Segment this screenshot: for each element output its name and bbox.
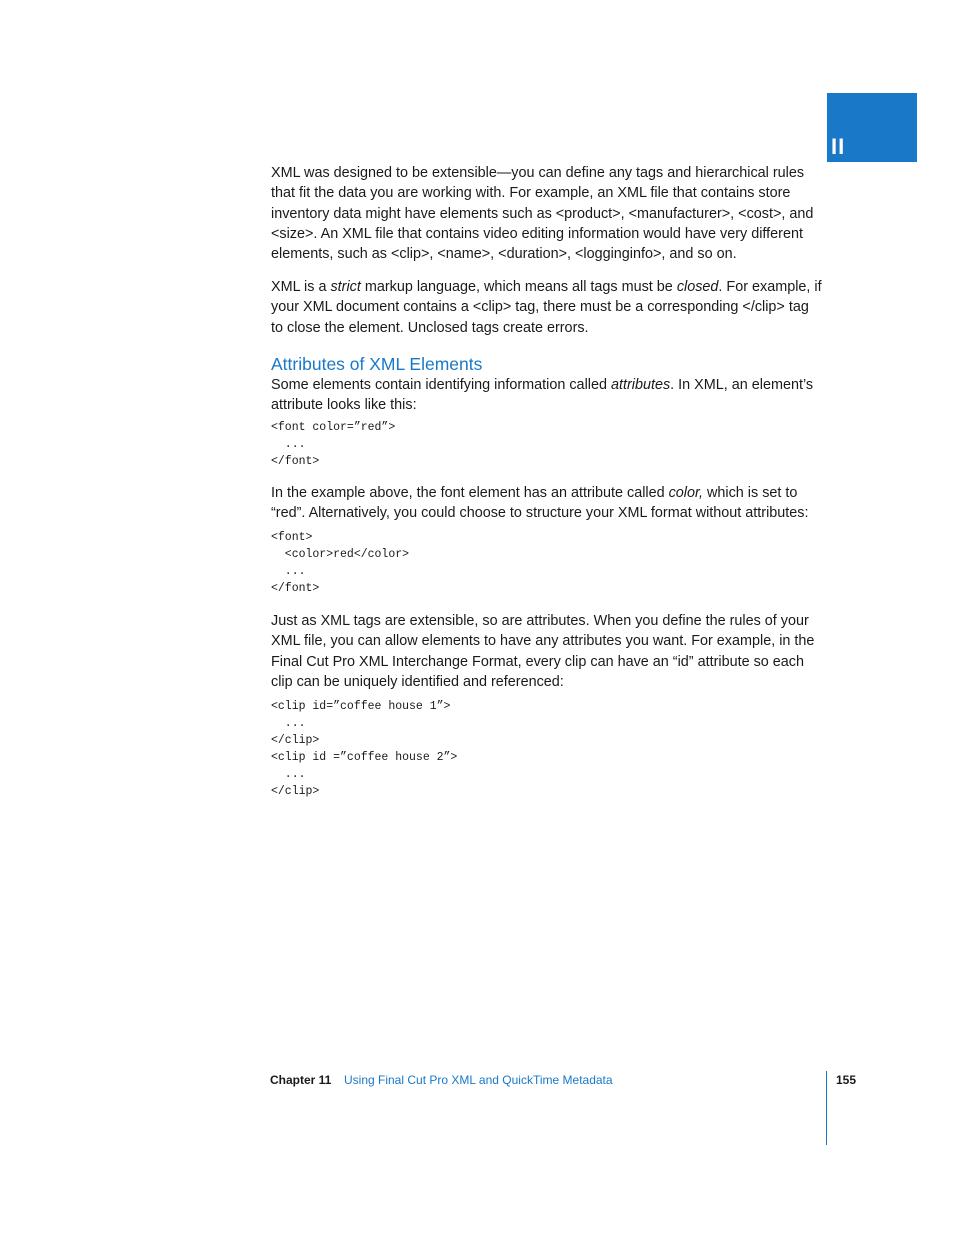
paragraph-extensible-attributes: Just as XML tags are extensible, so are attributes. When you define the rules of your XML file, you can allow elements to have any attributes you want. For example, in the Final Cut Pro XML Interchange Format, every clip can have an “id” attribute so each clip can be uniquely identified and referenced: (271, 613, 815, 690)
paragraph-attributes-text-a: Some elements contain identifying information called (271, 377, 611, 393)
paragraph-color-example (271, 483, 823, 524)
paragraph-attributes-text-b: . In XML, an element’s attribute looks like this: (271, 377, 814, 414)
paragraph-strict-text-b: markup language, which means all tags must be (360, 279, 677, 295)
emphasis-attributes: attributes (610, 377, 671, 393)
emphasis-color: color, (668, 485, 704, 501)
page-number: 155 (836, 1073, 857, 1087)
part-tab (827, 93, 917, 162)
footer-divider (826, 1071, 827, 1145)
paragraph-color-text-a: In the example above, the font element has an attribute called (271, 485, 669, 501)
footer-chapter-label: Chapter 11 (270, 1073, 332, 1087)
code-block-clip-ids: <clip id=”coffee house 1”> ... </clip> <clip id =”coffee house 2”> ... </clip> (271, 700, 458, 798)
code-block-font-element: <font> <color>red</color> ... </font> (271, 531, 410, 595)
section-heading: Attributes of XML Elements (271, 354, 483, 374)
paragraph-attributes-intro (271, 375, 823, 416)
code-block-font-attribute: <font color=”red”> ... </font> (271, 421, 396, 468)
paragraph-color-text-b: which is set to “red”. Alternatively, you could choose to structure your XML format without attributes: (271, 485, 809, 522)
paragraph-strict (271, 277, 823, 338)
footer-chapter-title: Using Final Cut Pro XML and QuickTime Metadata (344, 1073, 613, 1087)
part-tab-label: II (831, 134, 846, 159)
paragraph-strict-text-c: . For example, if your XML document contains a <clip> tag, there must be a corresponding </clip> tag to close the element. Unclosed tags create errors. (271, 279, 822, 336)
paragraph-strict-text-a: XML is a (271, 279, 331, 295)
paragraph-extensible: XML was designed to be extensible—you can define any tags and hierarchical rules that fit the data you are working with. For example, an XML file that contains store inventory data might have elements such as <product>, <manufacturer>, <cost>, and <size>. An XML file that contains video editing information would have very different elements, such as <clip>, <name>, <duration>, <logginginfo>, and so on. (271, 165, 814, 263)
emphasis-strict: strict (330, 279, 361, 295)
emphasis-closed: closed (676, 279, 719, 295)
